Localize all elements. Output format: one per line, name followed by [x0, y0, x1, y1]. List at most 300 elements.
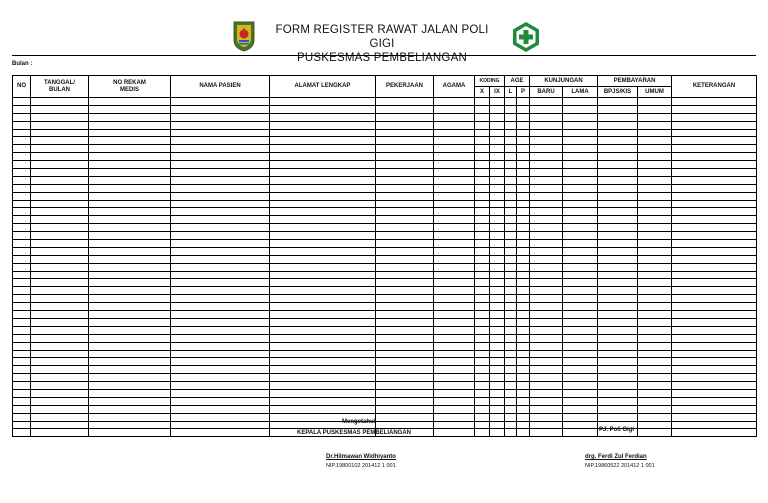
table-row [13, 397, 757, 405]
table-cell [505, 311, 517, 319]
table-cell [89, 232, 171, 240]
table-cell [171, 334, 270, 342]
table-cell [638, 137, 672, 145]
table-cell [505, 121, 517, 129]
table-cell [475, 263, 490, 271]
col-no: NO [13, 76, 31, 98]
table-cell [171, 161, 270, 169]
table-cell [672, 271, 757, 279]
table-cell [490, 137, 505, 145]
table-cell [490, 279, 505, 287]
table-cell [672, 389, 757, 397]
table-cell [376, 295, 434, 303]
table-cell [490, 247, 505, 255]
table-cell [475, 271, 490, 279]
table-cell [517, 311, 530, 319]
table-cell [171, 169, 270, 177]
table-cell [598, 334, 638, 342]
table-cell [475, 113, 490, 121]
table-row [13, 326, 757, 334]
table-cell [13, 342, 31, 350]
table-cell [376, 389, 434, 397]
table-cell [490, 334, 505, 342]
pj-nip: NIP.19860522 201412 1 001 [585, 463, 655, 469]
table-cell [598, 200, 638, 208]
table-cell [475, 137, 490, 145]
table-cell [505, 208, 517, 216]
table-cell [490, 105, 505, 113]
table-cell [434, 255, 475, 263]
table-cell [376, 176, 434, 184]
table-cell [530, 200, 563, 208]
regional-emblem-icon [232, 20, 256, 52]
table-cell [171, 129, 270, 137]
table-cell [376, 192, 434, 200]
table-cell [530, 303, 563, 311]
table-cell [517, 153, 530, 161]
table-cell [89, 374, 171, 382]
table-cell [13, 161, 31, 169]
table-cell [13, 176, 31, 184]
table-cell [490, 342, 505, 350]
table-cell [517, 184, 530, 192]
table-cell [563, 208, 598, 216]
table-cell [638, 216, 672, 224]
table-cell [563, 311, 598, 319]
signature-footer [0, 417, 768, 503]
table-cell [376, 216, 434, 224]
table-cell [89, 358, 171, 366]
table-cell [13, 326, 31, 334]
table-cell [89, 129, 171, 137]
table-cell [598, 121, 638, 129]
table-cell [31, 295, 89, 303]
table-cell [13, 374, 31, 382]
table-cell [13, 311, 31, 319]
table-row [13, 247, 757, 255]
table-cell [598, 137, 638, 145]
table-cell [171, 350, 270, 358]
col-kunjungan-baru: BARU [530, 87, 563, 98]
table-cell [517, 318, 530, 326]
table-cell [517, 350, 530, 358]
table-cell [505, 382, 517, 390]
table-cell [31, 200, 89, 208]
table-cell [89, 334, 171, 342]
table-cell [434, 389, 475, 397]
table-cell [270, 129, 376, 137]
table-cell [672, 287, 757, 295]
table-row [13, 279, 757, 287]
table-cell [530, 184, 563, 192]
table-cell [475, 121, 490, 129]
table-cell [517, 247, 530, 255]
table-cell [89, 389, 171, 397]
table-cell [530, 224, 563, 232]
table-cell [563, 334, 598, 342]
table-cell [563, 382, 598, 390]
table-cell [490, 240, 505, 248]
table-cell [530, 153, 563, 161]
table-row [13, 200, 757, 208]
table-cell [598, 105, 638, 113]
table-row [13, 342, 757, 350]
form-title-line2: PUSKESMAS PEMBELIANGAN [297, 52, 467, 64]
col-tanggal [31, 76, 89, 98]
table-cell [13, 350, 31, 358]
table-cell [171, 113, 270, 121]
table-cell [376, 247, 434, 255]
table-cell [563, 271, 598, 279]
table-cell [434, 382, 475, 390]
col-kunjungan-lama: LAMA [563, 87, 598, 98]
table-cell [376, 145, 434, 153]
form-title [262, 23, 502, 65]
col-rekam-medis [89, 76, 171, 98]
table-cell [598, 161, 638, 169]
table-cell [517, 405, 530, 413]
table-cell [475, 382, 490, 390]
table-cell [563, 247, 598, 255]
table-cell [505, 318, 517, 326]
table-cell [563, 216, 598, 224]
table-cell [505, 303, 517, 311]
table-cell [672, 161, 757, 169]
table-cell [490, 224, 505, 232]
table-cell [598, 232, 638, 240]
table-cell [530, 161, 563, 169]
table-cell [672, 169, 757, 177]
table-cell [517, 200, 530, 208]
table-cell [598, 216, 638, 224]
col-koding: KODING [475, 76, 505, 87]
table-cell [475, 176, 490, 184]
table-cell [13, 263, 31, 271]
table-cell [13, 358, 31, 366]
table-cell [563, 397, 598, 405]
table-cell [563, 145, 598, 153]
table-cell [89, 216, 171, 224]
table-cell [530, 105, 563, 113]
table-cell [505, 366, 517, 374]
table-cell [598, 366, 638, 374]
table-cell [270, 397, 376, 405]
table-cell [270, 287, 376, 295]
table-cell [171, 358, 270, 366]
table-cell [270, 169, 376, 177]
table-cell [638, 105, 672, 113]
table-cell [270, 342, 376, 350]
col-age: AGE [505, 76, 530, 87]
table-row [13, 113, 757, 121]
table-cell [490, 153, 505, 161]
table-cell [13, 271, 31, 279]
table-cell [376, 303, 434, 311]
table-cell [672, 224, 757, 232]
table-cell [171, 271, 270, 279]
table-cell [89, 287, 171, 295]
table-cell [638, 271, 672, 279]
table-cell [376, 153, 434, 161]
table-cell [517, 176, 530, 184]
table-cell [563, 224, 598, 232]
table-cell [563, 232, 598, 240]
table-cell [475, 208, 490, 216]
table-cell [563, 121, 598, 129]
table-cell [505, 397, 517, 405]
table-cell [376, 374, 434, 382]
table-cell [270, 240, 376, 248]
table-cell [475, 405, 490, 413]
table-cell [434, 318, 475, 326]
table-cell [598, 184, 638, 192]
table-cell [530, 342, 563, 350]
table-cell [434, 145, 475, 153]
table-cell [530, 279, 563, 287]
table-cell [31, 224, 89, 232]
table-cell [13, 279, 31, 287]
table-cell [490, 326, 505, 334]
table-cell [89, 105, 171, 113]
table-cell [376, 105, 434, 113]
table-cell [434, 326, 475, 334]
table-cell [475, 397, 490, 405]
table-cell [638, 311, 672, 319]
table-cell [638, 153, 672, 161]
table-cell [434, 374, 475, 382]
table-cell [638, 295, 672, 303]
table-cell [505, 224, 517, 232]
col-agama: AGAMA [434, 76, 475, 98]
table-cell [638, 389, 672, 397]
table-cell [13, 232, 31, 240]
table-cell [505, 247, 517, 255]
table-cell [598, 287, 638, 295]
table-cell [530, 295, 563, 303]
table-cell [672, 98, 757, 106]
table-cell [475, 247, 490, 255]
table-cell [563, 176, 598, 184]
table-cell [490, 232, 505, 240]
table-cell [270, 216, 376, 224]
table-cell [530, 263, 563, 271]
table-cell [672, 303, 757, 311]
table-cell [171, 200, 270, 208]
table-row [13, 358, 757, 366]
table-cell [89, 295, 171, 303]
table-cell [517, 216, 530, 224]
table-cell [517, 105, 530, 113]
table-cell [490, 192, 505, 200]
table-cell [376, 240, 434, 248]
table-cell [517, 374, 530, 382]
table-cell [638, 374, 672, 382]
table-cell [505, 240, 517, 248]
table-cell [563, 98, 598, 106]
table-cell [475, 232, 490, 240]
table-cell [475, 105, 490, 113]
table-cell [505, 105, 517, 113]
pj-name: drg. Ferdi Zul Ferdian [585, 454, 647, 460]
table-cell [31, 389, 89, 397]
table-cell [376, 200, 434, 208]
table-cell [505, 334, 517, 342]
table-cell [598, 263, 638, 271]
table-cell [31, 247, 89, 255]
table-cell [638, 240, 672, 248]
table-cell [563, 350, 598, 358]
table-cell [490, 382, 505, 390]
table-cell [530, 216, 563, 224]
table-cell [270, 121, 376, 129]
table-cell [31, 184, 89, 192]
table-row [13, 389, 757, 397]
table-cell [376, 342, 434, 350]
table-cell [376, 311, 434, 319]
table-cell [638, 247, 672, 255]
col-pekerjaan: PEKERJAAN [376, 76, 434, 98]
table-cell [672, 358, 757, 366]
table-cell [490, 295, 505, 303]
table-cell [13, 137, 31, 145]
table-cell [530, 255, 563, 263]
table-cell [171, 121, 270, 129]
table-cell [490, 405, 505, 413]
table-cell [475, 389, 490, 397]
table-cell [434, 232, 475, 240]
table-cell [505, 232, 517, 240]
table-cell [563, 200, 598, 208]
table-cell [505, 192, 517, 200]
table-cell [171, 184, 270, 192]
table-cell [490, 255, 505, 263]
table-cell [563, 326, 598, 334]
table-cell [376, 287, 434, 295]
table-cell [89, 169, 171, 177]
table-cell [530, 382, 563, 390]
table-cell [672, 184, 757, 192]
table-cell [376, 397, 434, 405]
table-row [13, 232, 757, 240]
table-cell [89, 224, 171, 232]
table-row [13, 405, 757, 413]
table-cell [171, 342, 270, 350]
table-cell [89, 263, 171, 271]
table-cell [89, 113, 171, 121]
table-cell [475, 295, 490, 303]
table-cell [171, 247, 270, 255]
table-cell [490, 303, 505, 311]
table-cell [638, 98, 672, 106]
table-cell [475, 303, 490, 311]
table-row [13, 224, 757, 232]
table-cell [563, 303, 598, 311]
table-row [13, 287, 757, 295]
table-cell [31, 279, 89, 287]
table-cell [89, 303, 171, 311]
table-cell [638, 200, 672, 208]
table-cell [270, 295, 376, 303]
table-cell [89, 208, 171, 216]
table-cell [13, 224, 31, 232]
table-cell [434, 247, 475, 255]
table-cell [434, 224, 475, 232]
table-cell [475, 161, 490, 169]
kepala-title: KEPALA PUSKESMAS PEMBELIANGAN [297, 430, 412, 436]
table-cell [505, 271, 517, 279]
table-cell [563, 161, 598, 169]
table-cell [434, 350, 475, 358]
col-age-p: P [517, 87, 530, 98]
table-cell [475, 255, 490, 263]
table-cell [598, 192, 638, 200]
table-cell [434, 105, 475, 113]
table-cell [598, 224, 638, 232]
table-cell [171, 295, 270, 303]
register-table [12, 75, 757, 437]
table-cell [171, 374, 270, 382]
table-cell [270, 98, 376, 106]
table-cell [270, 224, 376, 232]
table-cell [672, 350, 757, 358]
col-alamat: ALAMAT LENGKAP [270, 76, 376, 98]
table-cell [517, 161, 530, 169]
table-cell [517, 334, 530, 342]
table-cell [530, 129, 563, 137]
table-cell [171, 105, 270, 113]
table-cell [270, 366, 376, 374]
table-cell [563, 389, 598, 397]
table-cell [89, 184, 171, 192]
table-cell [505, 184, 517, 192]
table-cell [563, 192, 598, 200]
table-cell [31, 326, 89, 334]
table-cell [89, 98, 171, 106]
table-cell [475, 224, 490, 232]
form-title-line1: FORM REGISTER RAWAT JALAN POLI GIGI [275, 24, 489, 50]
table-cell [598, 240, 638, 248]
table-cell [638, 255, 672, 263]
table-cell [270, 334, 376, 342]
table-cell [31, 208, 89, 216]
table-cell [598, 129, 638, 137]
table-cell [171, 263, 270, 271]
table-cell [13, 153, 31, 161]
table-cell [475, 192, 490, 200]
table-cell [505, 169, 517, 177]
table-cell [270, 374, 376, 382]
mengetahui-label: Mengetahui [342, 419, 376, 425]
col-rekam-line2: MEDIS [119, 86, 139, 93]
table-cell [517, 326, 530, 334]
table-cell [89, 311, 171, 319]
table-cell [563, 318, 598, 326]
table-cell [31, 358, 89, 366]
table-cell [505, 350, 517, 358]
table-cell [13, 121, 31, 129]
bulan-label: Bulan : [12, 61, 33, 67]
table-cell [598, 350, 638, 358]
table-cell [270, 232, 376, 240]
table-cell [434, 405, 475, 413]
table-cell [672, 342, 757, 350]
table-cell [13, 303, 31, 311]
table-cell [31, 161, 89, 169]
table-cell [434, 208, 475, 216]
table-cell [490, 98, 505, 106]
table-cell [434, 279, 475, 287]
table-cell [598, 255, 638, 263]
